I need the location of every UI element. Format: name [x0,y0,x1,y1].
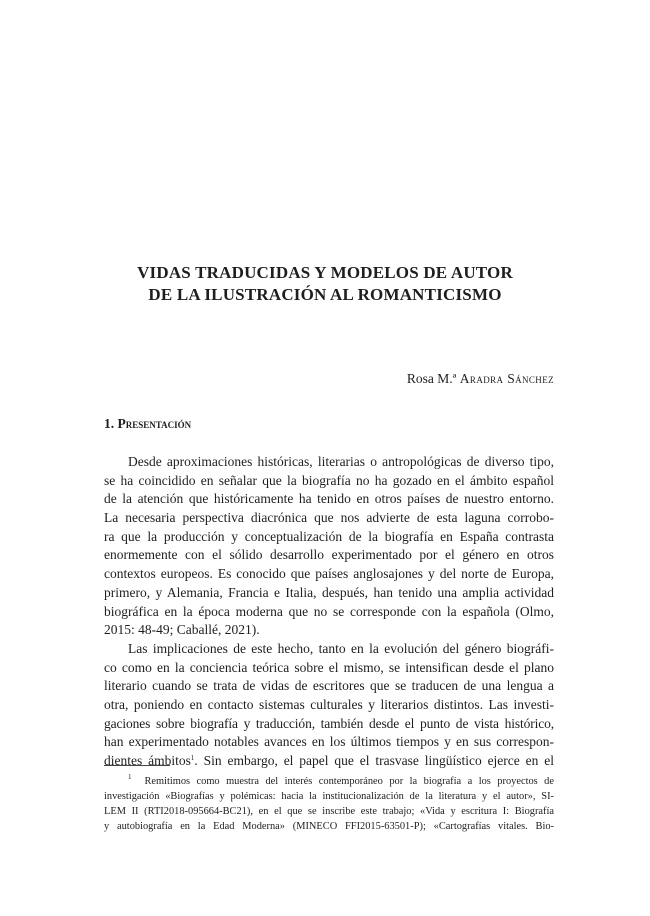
author-surname: Aradra Sánchez [459,371,554,386]
footnote-separator [104,765,170,766]
body-line: Desde aproximaciones históricas, literarias o antropológicas de diverso tipo, [128,454,554,469]
body-line: literario cuando se trata de vidas de escritores que se traducen de una lengua a [104,678,554,694]
body-line: enormemente con el sólido desarrollo experimentado por el género en otros [104,547,554,563]
footnote-text: Remitimos como muestra del interés contemporáneo por la biografía a los proyectos de [144,776,554,787]
section-heading [104,416,191,432]
body-line-part: dientes ámbitos [104,753,191,768]
body-line: Las implicaciones de este hecho, tanto en la evolución del género biográfi- [128,640,554,656]
section-number: 1. [104,416,115,431]
body-line: ra que la producción y conceptualización de la biografía en España contrasta [104,528,554,544]
chapter-title [60,262,590,306]
body-line: La necesaria perspectiva diacrónica que nos advierte de esta laguna corrobo- [104,510,554,526]
body-line: biográfica en la época moderna que no se corresponde con la española (Olmo, [104,603,554,619]
footnote [104,774,554,834]
body-line: contextos europeos. Es conocido que países anglosajones y del norte de Europa, [104,566,554,582]
footnote-line: LEM II (RTI2018-095664-BC21), en el que se inscribe este trabajo; «Vida y escritura I: Biografía [104,806,554,817]
footnote-reference[interactable]: 1 [190,754,195,762]
footnote-line [104,774,554,789]
body-line: han experimentado notables avances en los últimos tiempos y en sus correspon- [104,734,554,750]
body-line: gaciones sobre biografía y traducción, también desde el punto de vista histórico, [104,715,554,731]
chapter-title-line-2: DE LA ILUSTRACIÓN AL ROMANTICISMO [148,285,502,304]
body-line: se ha coincidido en señalar que la biografía no ha gozado en el ámbito español [104,472,554,488]
chapter-title-line-1: VIDAS TRADUCIDAS Y MODELOS DE AUTOR [137,263,513,282]
body-line: 2015: 48-49; Caballé, 2021). [104,622,260,638]
body-line: co como en la conciencia teórica sobre el mismo, se intensifican desde el plano [104,659,554,675]
body-line: primero, y Alemania, Francia e Italia, después, han tenido una amplia actividad [104,584,554,600]
footnote-line: investigación «Biografías y polémicas: hacia la institucionalización de la literatura y el autor», SI- [104,791,554,802]
body-line-part: . Sin embargo, el papel que el trasvase lingüístico ejerce en el [194,753,554,768]
body-line-with-footnote-ref [104,752,554,771]
footnote-line: y autobiografía en la Edad Moderna» (MINECO FFI2015-63501-P); «Cartografías vitales. Bio- [104,821,554,832]
author-name [407,371,554,387]
body-line: otra, poniendo en contacto sistemas culturales y literarios distintos. Las investi- [104,696,554,712]
body-line: de la atención que históricamente ha tenido en otros países de nuestro entorno. [104,491,554,507]
body-text [104,453,554,771]
author-given-name: Rosa M.ª [406,371,457,386]
footnote-marker: 1 [128,773,132,781]
section-title: Presentación [117,416,192,431]
